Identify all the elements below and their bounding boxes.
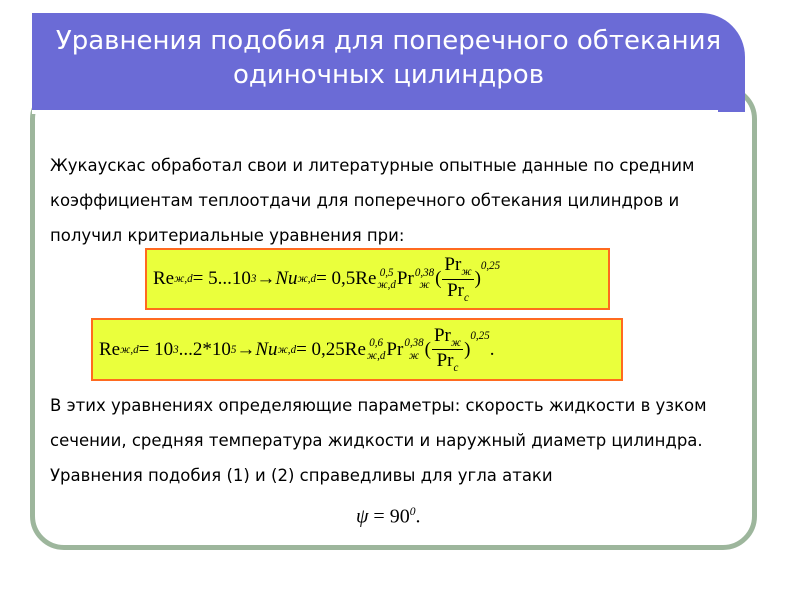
formula-1-re-sub: ж,d (174, 273, 193, 285)
title-underline (32, 110, 718, 114)
formula-3-exp: 0 (409, 505, 416, 518)
intro-paragraph: Жукаускас обработал свои и литературные опытные данные по средним коэффициентам теплоотдачи для поперечного обтекания цилиндров и получил критериальные уравнения при: (50, 156, 695, 245)
formula-1-frac-den: Pr (447, 279, 464, 301)
formula-2-nu-sub: ж,d (277, 343, 297, 356)
formula-2-re-sub2: ж,d (366, 349, 386, 362)
formula-2: Re ж,d = 10 3 ...2*10 5 → Nu ж,d = 0,25Re 0,6 ж,d Pr 0,38 ж ( $\frac{Pr_ж}{Pr_c}$ ) $^{0,25}$ . (91, 318, 623, 381)
formula-3-psi: ψ (356, 505, 369, 528)
formula-1-frac-num: Pr (444, 254, 462, 276)
formula-2-outer-exp: 0,25 (470, 330, 490, 342)
formula-1-re-sub2: ж,d (377, 279, 396, 291)
formula-1-nu: Nu (275, 268, 298, 289)
formula-2-range2: ...2*10 (178, 338, 231, 360)
formula-1-rhs: = 0,5Re (316, 268, 377, 289)
conclusion-paragraph: В этих уравнениях определяющие параметры: скорость жидкости в узком сечении, средняя температура жидкости и наружный диаметр цилиндра. Уравнения подобия (1) и (2) справедливы для угла атаки (50, 396, 707, 485)
formula-1-pr: Pr (396, 268, 414, 289)
formula-1-fraction (442, 254, 473, 304)
formula-1-frac-num-sub: ж (461, 265, 472, 278)
formula-2-re: Re (99, 338, 121, 360)
formula-2-frac-den-sub: c (453, 361, 459, 374)
formula-2-re-exp: 0,6 (369, 337, 384, 350)
formula-2-arrow: → (236, 338, 256, 360)
formula-2-range2-exp: 5 (230, 343, 237, 356)
formula-1-outer-exp: 0,25 (480, 260, 501, 272)
formula-2-re-sub: ж,d (120, 343, 139, 356)
formula-3 (356, 505, 421, 529)
formula-1-nu-sub: ж,d (297, 273, 317, 285)
formula-1-pr-exp: 0,38 (414, 266, 435, 279)
formula-1-pr-sub: ж (419, 279, 430, 291)
formula-2-rhs: = 0,25Re (296, 338, 366, 360)
formula-2-frac-num-sub: ж (450, 336, 462, 349)
formula-3-end: . (415, 505, 421, 528)
formula-1-arrow: → (256, 268, 276, 289)
formula-2-pr: Pr (386, 338, 404, 360)
formula-3-eq: = 90 (368, 505, 410, 528)
formula-1-range: = 5...10 (192, 268, 251, 289)
formula-2-range-exp: 3 (173, 343, 179, 356)
formula-1-re: Re (153, 268, 175, 289)
formula-2-pr-sub: ж (408, 349, 420, 362)
formula-2-range: = 10 (138, 338, 174, 360)
formula-1-frac-den-sub: c (464, 291, 469, 304)
formula-2-nu: Nu (255, 338, 278, 360)
formula-1-range-exp: 3 (250, 273, 257, 285)
formula-2-pr-exp: 0,38 (404, 337, 424, 350)
formula-2-end: . (489, 338, 495, 360)
formula-1-re-exp: 0,5 (379, 266, 394, 279)
formula-2-frac-den: Pr (436, 350, 454, 371)
formula-2-frac-num: Pr (433, 324, 451, 346)
slide-title: Уравнения подобия для поперечного обтекания одиночных цилиндров (55, 26, 722, 90)
formula-1: Re ж,d = 5...10 3 → Nu ж,d = 0,5Re 0,5 ж,d Pr 0,38 ж ( $\frac{Pr_ж}{Pr_c}$ ) $^{0,25}$ (145, 248, 610, 310)
formula-2-fraction (432, 325, 463, 375)
